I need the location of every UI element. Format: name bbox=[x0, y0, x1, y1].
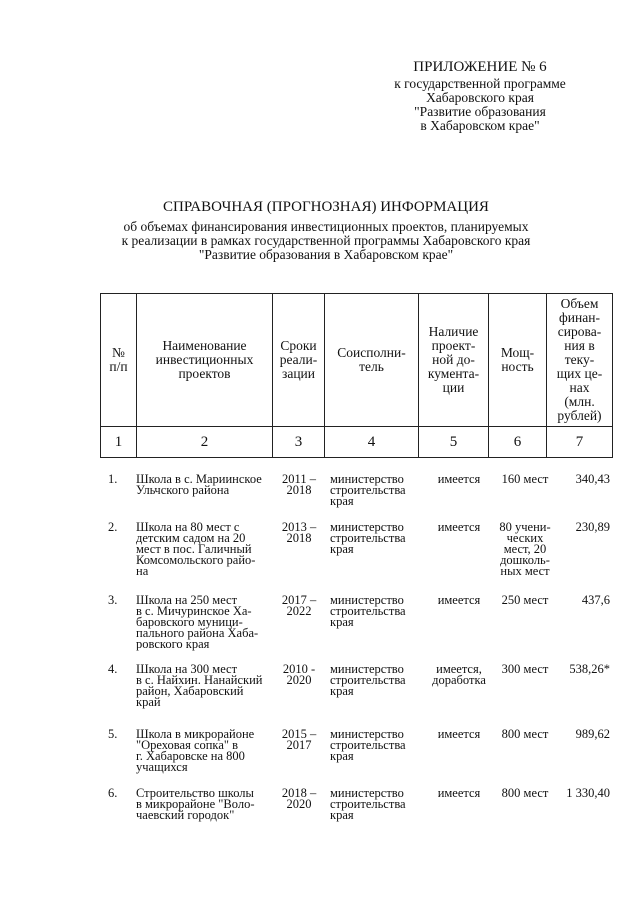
subtitle-line: "Развитие образования в Хабаровском крае" bbox=[198, 247, 454, 262]
appendix-title: ПРИЛОЖЕНИЕ № 6 bbox=[413, 59, 547, 75]
project-amount: 230,89 bbox=[575, 520, 610, 534]
header-term: Сроки реали- зации bbox=[273, 294, 325, 427]
project-docs: имеется bbox=[437, 520, 481, 534]
project-name: Школа в микрорайоне "Ореховая сопка" в г. Хабаровске на 800 учащихся bbox=[136, 727, 255, 774]
row-number: 5. bbox=[108, 727, 118, 741]
appendix-line: к государственной программе bbox=[394, 76, 566, 91]
column-number: 6 bbox=[489, 427, 547, 458]
row-number: 4. bbox=[108, 662, 118, 676]
header-row bbox=[101, 294, 613, 427]
project-capacity: 160 мест bbox=[501, 472, 549, 486]
project-docs: имеется, доработка bbox=[432, 662, 486, 687]
header-amount: Объем финан- сирова- ния в теку- щих це- нах (млн. рублей) bbox=[547, 294, 613, 427]
document-subtitle bbox=[90, 220, 562, 262]
subtitle-line: к реализации в рамках государственной программы Хабаровского края bbox=[121, 233, 531, 248]
project-amount: 437,6 bbox=[581, 593, 610, 607]
project-amount: 538,26* bbox=[569, 662, 610, 676]
project-term: 2015 – 2017 bbox=[281, 727, 317, 752]
row-number: 1. bbox=[108, 472, 118, 486]
appendix-line: "Развитие образования bbox=[414, 104, 546, 119]
project-name: Школа на 250 мест в с. Мичуринское Ха- баровского муници- пального района Хаба- ровского края bbox=[136, 593, 259, 651]
project-name: Школа на 80 мест с детским садом на 20 мест в пос. Галичный Комсомольского райо- на bbox=[136, 520, 256, 578]
project-capacity: 300 мест bbox=[501, 662, 549, 676]
project-term: 2017 – 2022 bbox=[281, 593, 317, 618]
column-number-row bbox=[101, 427, 613, 458]
project-capacity: 800 мест bbox=[501, 727, 549, 741]
project-docs: имеется bbox=[437, 472, 481, 486]
appendix-line: Хабаровского края bbox=[426, 90, 534, 105]
project-name: Строительство школы в микрорайоне "Воло- чаевский городок" bbox=[136, 786, 255, 822]
appendix-line: в Хабаровском крае" bbox=[420, 118, 540, 133]
document-title: СПРАВОЧНАЯ (ПРОГНОЗНАЯ) ИНФОРМАЦИЯ bbox=[163, 199, 489, 215]
row-number: 2. bbox=[108, 520, 118, 534]
project-amount: 1 330,40 bbox=[566, 786, 610, 800]
table-header bbox=[100, 293, 613, 458]
project-executor: министерство строительства края bbox=[330, 593, 406, 629]
project-amount: 340,43 bbox=[575, 472, 610, 486]
project-term: 2013 – 2018 bbox=[281, 520, 317, 545]
row-number: 3. bbox=[108, 593, 118, 607]
project-name: Школа на 300 мест в с. Найхин. Нанайский район, Хабаровский край bbox=[136, 662, 263, 709]
project-name: Школа в с. Мариинское Ульчского района bbox=[136, 472, 262, 497]
project-executor: министерство строительства края bbox=[330, 727, 406, 763]
project-term: 2010 - 2020 bbox=[282, 662, 316, 687]
header-docs: Наличие проект- ной до- кумента- ции bbox=[419, 294, 489, 427]
project-executor: министерство строительства края bbox=[330, 520, 406, 556]
column-number: 5 bbox=[419, 427, 489, 458]
project-executor: министерство строительства края bbox=[330, 472, 406, 508]
column-number: 1 bbox=[101, 427, 137, 458]
project-term: 2011 – 2018 bbox=[282, 472, 316, 497]
column-number: 2 bbox=[137, 427, 273, 458]
project-capacity: 800 мест bbox=[501, 786, 549, 800]
column-number: 7 bbox=[547, 427, 613, 458]
appendix-block bbox=[360, 58, 600, 133]
project-term: 2018 – 2020 bbox=[281, 786, 317, 811]
header-name: Наименование инвестиционных проектов bbox=[137, 294, 273, 427]
subtitle-line: об объемах финансирования инвестиционных проектов, планируемых bbox=[123, 219, 529, 234]
project-executor: министерство строительства края bbox=[330, 786, 406, 822]
header-capacity: Мощ- ность bbox=[489, 294, 547, 427]
header-executor: Соисполни- тель bbox=[325, 294, 419, 427]
project-executor: министерство строительства края bbox=[330, 662, 406, 698]
project-capacity: 80 учени- ческих мест, 20 дошколь- ных мест bbox=[499, 520, 551, 578]
project-capacity: 250 мест bbox=[501, 593, 549, 607]
project-docs: имеется bbox=[437, 727, 481, 741]
header-number: № п/п bbox=[101, 294, 137, 427]
row-number: 6. bbox=[108, 786, 118, 800]
project-docs: имеется bbox=[437, 786, 481, 800]
project-amount: 989,62 bbox=[575, 727, 610, 741]
project-docs: имеется bbox=[437, 593, 481, 607]
column-number: 4 bbox=[325, 427, 419, 458]
column-number: 3 bbox=[273, 427, 325, 458]
